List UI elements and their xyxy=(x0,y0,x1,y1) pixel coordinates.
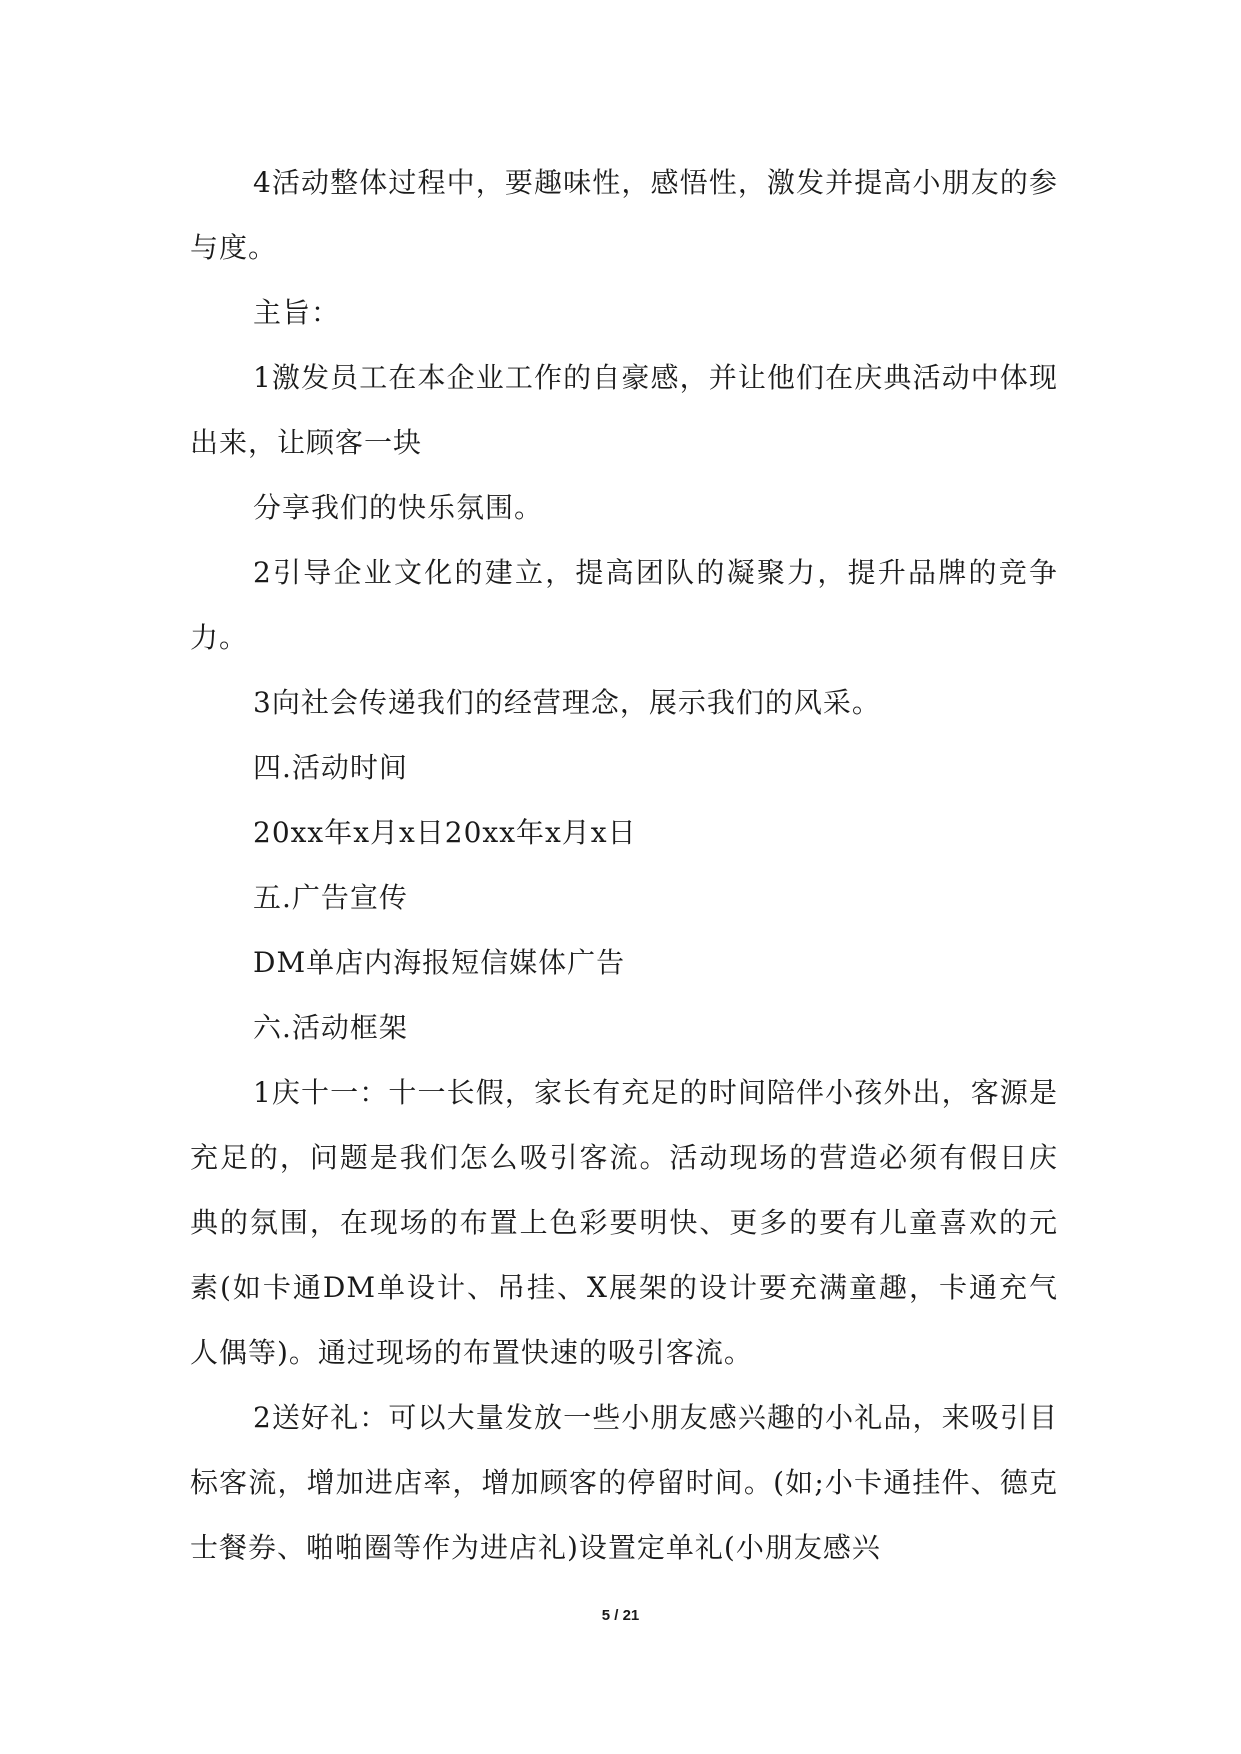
paragraph-activity-point-4: 4活动整体过程中，要趣味性，感悟性，激发并提高小朋友的参与度。 xyxy=(190,166,1058,264)
paragraph-framework-2: 2送好礼：可以大量发放一些小朋友感兴趣的小礼品，来吸引目标客流，增加进店率，增加顾客的停留时间。(如;小卡通挂件、德克士餐券、啪啪圈等作为进店礼)设置定单礼(小朋友感兴 xyxy=(190,1401,1058,1564)
paragraph-framework-1: 1庆十一：十一长假，家长有充足的时间陪伴小孩外出，客源是充足的，问题是我们怎么吸引客流。活动现场的营造必须有假日庆典的氛围，在现场的布置上色彩要明快、更多的要有儿童喜欢的元素(如卡通DM单设计、吊挂、X展架的设计要充满童趣，卡通充气人偶等)。通过现场的布置快速的吸引客流。 xyxy=(190,1076,1058,1369)
heading-activity-time: 四.活动时间 xyxy=(253,751,408,784)
advertising-channels: DM单店内海报短信媒体广告 xyxy=(253,946,626,979)
document-body xyxy=(190,150,1058,1580)
page-number: 5 / 21 xyxy=(601,1607,640,1624)
paragraph-purpose-1-continued: 分享我们的快乐氛围。 xyxy=(253,491,544,524)
heading-advertising: 五.广告宣传 xyxy=(253,881,408,914)
paragraph-purpose-3: 3向社会传递我们的经营理念，展示我们的风采。 xyxy=(253,686,881,719)
heading-purpose: 主旨： xyxy=(253,296,341,329)
activity-date-range: 20xx年x月x日20xx年x月x日 xyxy=(253,816,637,849)
paragraph-purpose-2: 2引导企业文化的建立，提高团队的凝聚力，提升品牌的竞争力。 xyxy=(190,556,1058,654)
paragraph-purpose-1: 1激发员工在本企业工作的自豪感，并让他们在庆典活动中体现出来，让顾客一块 xyxy=(190,361,1058,459)
heading-activity-framework: 六.活动框架 xyxy=(253,1011,408,1044)
